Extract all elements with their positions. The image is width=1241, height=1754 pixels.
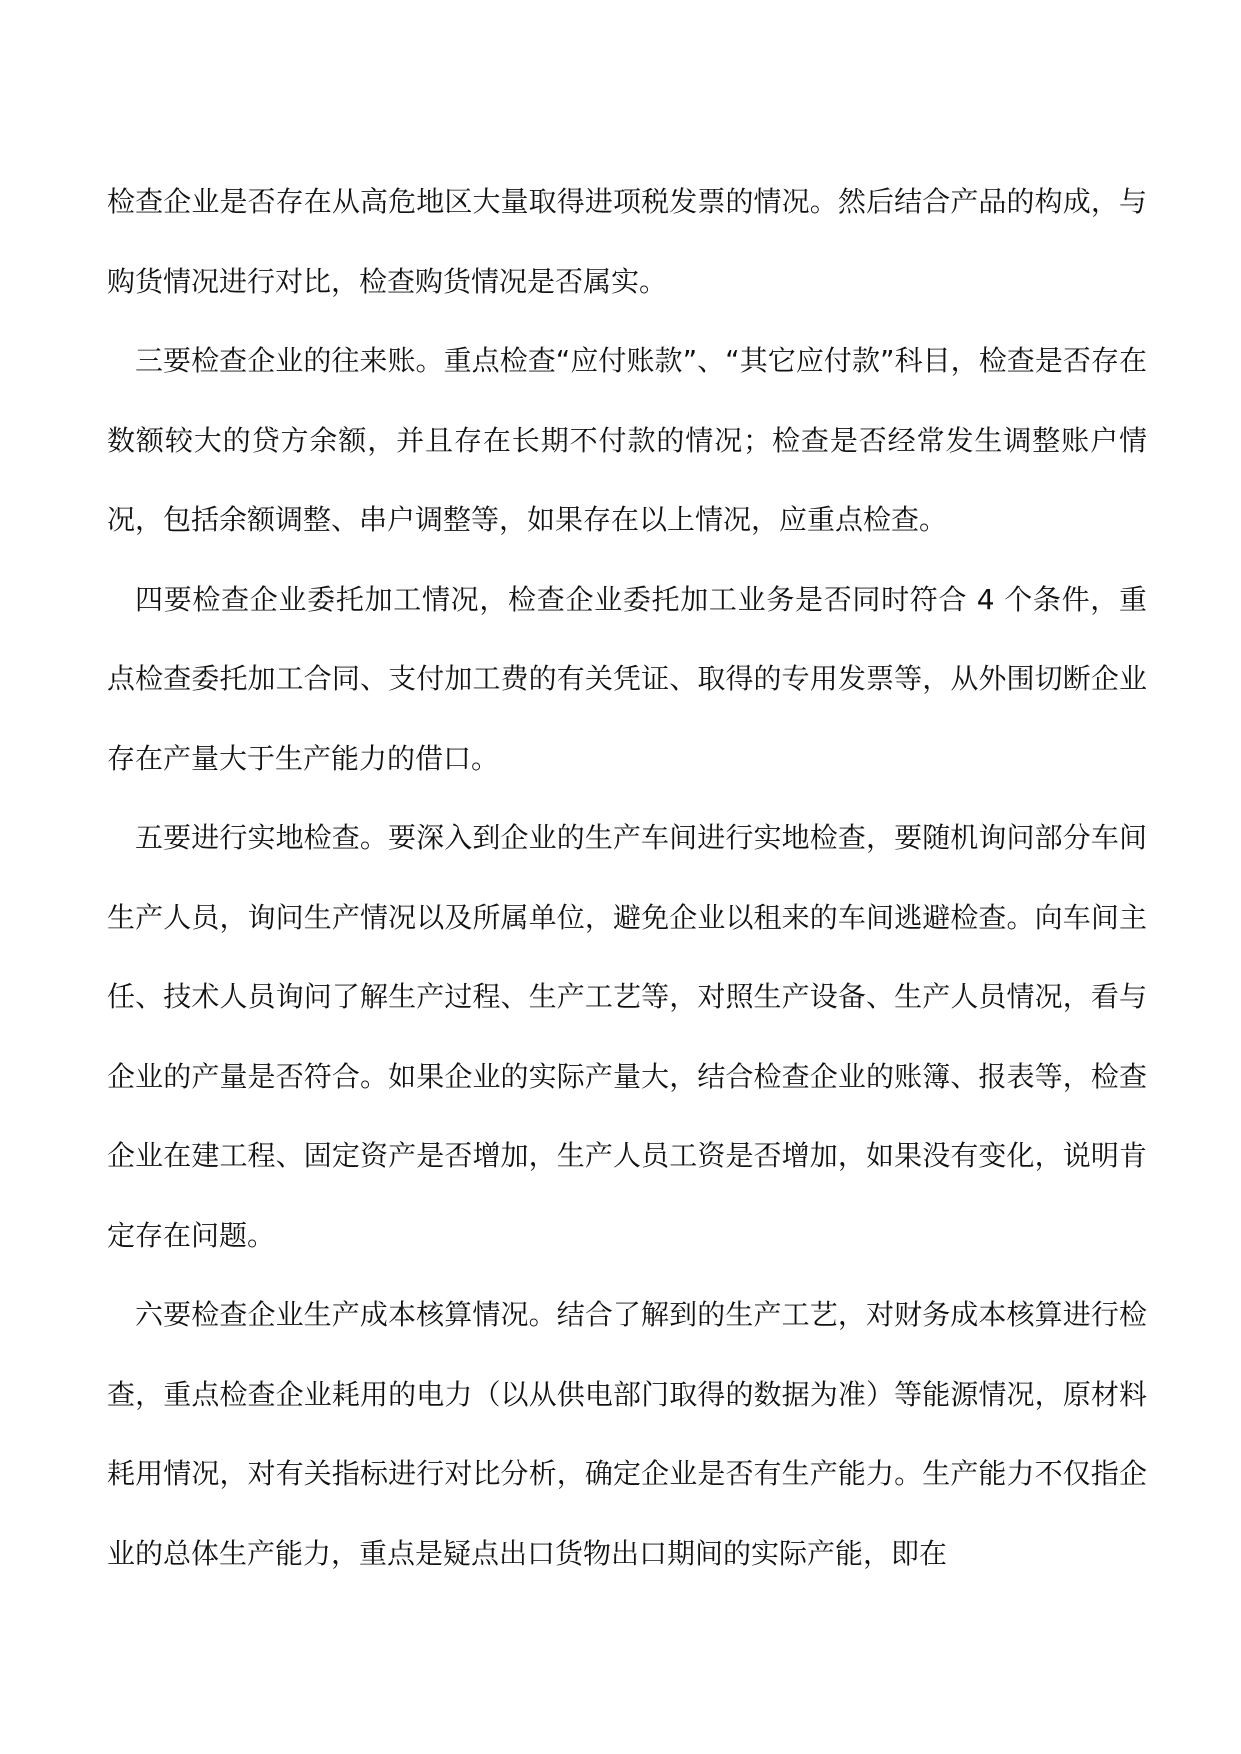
document-body [107,162,1147,1593]
paragraph-purchase-check: 检查企业是否存在从高危地区大量取得进项税发票的情况。然后结合产品的构成，与购货情况进行对比，检查购货情况是否属实。 [107,185,1147,298]
paragraph-cost-accounting: 六要检查企业生产成本核算情况。结合了解到的生产工艺，对财务成本核算进行检查，重点检查企业耗用的电力（以从供电部门取得的数据为准）等能源情况，原材料耗用情况，对有关指标进行对比分析，确定企业是否有生产能力。生产能力不仅指企业的总体生产能力，重点是疑点出口货物出口期间的实际产能，即在 [107,1298,1147,1570]
paragraph-site-inspection: 五要进行实地检查。要深入到企业的生产车间进行实地检查，要随机询问部分车间生产人员，询问生产情况以及所属单位，避免企业以租来的车间逃避检查。向车间主任、技术人员询问了解生产过程、生产工艺等，对照生产设备、生产人员情况，看与企业的产量是否符合。如果企业的实际产量大，结合检查企业的账簿、报表等，检查企业在建工程、固定资产是否增加，生产人员工资是否增加，如果没有变化，说明肯定存在问题。 [107,821,1147,1252]
paragraph-accounts-payable: 三要检查企业的往来账。重点检查“应付账款”、“其它应付款”科目，检查是否存在数额较大的贷方余额，并且存在长期不付款的情况；检查是否经常发生调整账户情况，包括余额调整、串户调整等，如果存在以上情况，应重点检查。 [107,344,1147,536]
paragraph-processing: 四要检查企业委托加工情况，检查企业委托加工业务是否同时符合 4 个条件，重点检查委托加工合同、支付加工费的有关凭证、取得的专用发票等，从外围切断企业存在产量大于生产能力的借口。 [107,582,1147,775]
